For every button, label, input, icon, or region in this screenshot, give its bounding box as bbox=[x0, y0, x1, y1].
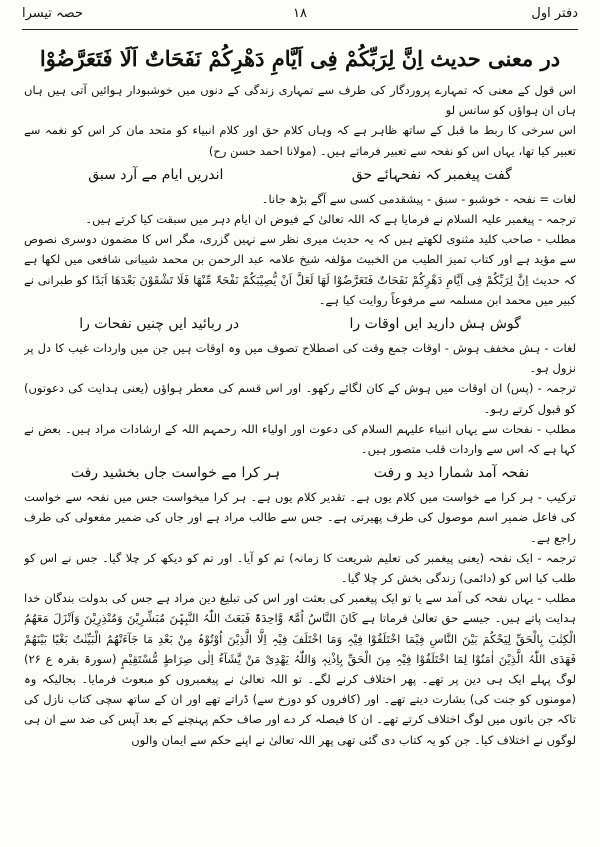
body-paragraph: ترجمہ - (پس) ان اوقات میں ہوش کے کان لگائے رکھو۔ اور اس قسم کی معطر ہواؤں (یعنی ہدایت کی دعوتوں) کو قبول کرتے رہو۔ bbox=[24, 381, 576, 416]
body-paragraph: مطلب - یہاں نفحہ کی آمد سے یا تو ایک پیغمبر کی بعثت اور اس کی تبلیغ دین مراد ہے جس کی بدولت بندگان خدا ہدایت پاتے ہیں۔ جیسے حق تعالیٰ فرماتا ہے کَانَ النَّاسُ اُمَّۃً وَّاحِدَۃً فَبَعَثَ اللّٰہُ النَّبِیّٖنَ مُبَشِّرِیْنَ وَمُنْذِرِیْنَ وَاَنْزَلَ مَعَھُمُ الْکِتٰبَ بِالْحَقِّ لِیَحْکُمَ بَیْنَ النَّاسِ فِیْمَا اخْتَلَفُوْا فِیْہِ وَمَا اخْتَلَفَ فِیْہِ اِلَّا الَّذِیْنَ اُوْتُوْہُ مِنْ بَعْدِ مَا جَآءَتْھُمُ الْبَیِّنٰتُ بَغْیًا بَیْنَھُمْ فَھَدَی اللّٰہُ الَّذِیْنَ اٰمَنُوْا لِمَا اخْتَلَفُوْا فِیْہِ مِنَ الْحَقِّ بِاِذْنِہٖ وَاللّٰہُ یَھْدِیْ مَنْ یَّشَآءُ اِلٰی صِرَاطٍ مُّسْتَقِیْمٍ (سورۃ بقرہ ع ۲۶) لوگ پہلے ایک ہی دین پر تھے۔ پھر اختلاف کرنے لگے۔ تو اللہ تعالیٰ نے پیغمبروں کو مبعوث فرمایا۔ بجالیکہ وہ (مومنوں کو جنت کی) بشارت دیتے تھے۔ اور (کافروں کو دوزخ سے) ڈراتے تھے اور ان کے ساتھ سچی کتاب نازل کی تاکہ جن باتوں میں لوگ اختلاف کرتے تھے۔ ان کا فیصلہ کر دے اور صاف حکم پہنچنے کے بعد آپس کی ضد سے ان ہی لوگوں نے اختلاف کیا۔ جن کو یہ کتاب دی گئی تھی پھر اللہ تعالیٰ نے اپنے حکم سے ایمان والوں bbox=[24, 591, 576, 747]
body-paragraph: اس سرخی کا ربط ما قبل کے ساتھ ظاہر ہے کہ وہاں کلام حق اور کلام انبیاء کو متحد مان کر اس کو نغمہ سے تعبیر کیا تھا، یہاں اس کو نفحہ سے تعبیر فرماتے ہیں۔ (مولانا احمد حسن رح) bbox=[24, 123, 576, 158]
body-paragraph: ترکیب - ہر کرا مے خواست میں کلام یوں ہے۔ تقدیر کلام یوں ہے۔ ہر کرا میخواست جس میں نفحہ سے خواست کی فاعل ضمیر اسم موصول کی طرف پھیرتی ہے۔ جس سے طالب مراد ہے اور جاں کی ضمیر مفعولی کی طرف راجع ہے۔ bbox=[24, 490, 576, 545]
header-volume: دفتر اول bbox=[531, 6, 578, 21]
body-paragraph: ترجمہ - ایک نفحہ (یعنی پیغمبر کی تعلیم شریعت کا زمانہ) تم کو آیا۔ اور تم کو دیکھ کر چلا گیا۔ جس نے اس کو طلب کیا اس کو (دائمی) زندگی بخش کر چلا گیا۔ bbox=[24, 550, 576, 586]
verse-first-hemistich: نفحہ آمد شمارا دید و رفت bbox=[373, 465, 530, 482]
verse-first-hemistich: گفت پیغمبر کہ نفحہائے حق bbox=[351, 166, 512, 183]
verse-couplet bbox=[24, 162, 576, 188]
page-header bbox=[22, 6, 578, 28]
verse-couplet bbox=[24, 311, 576, 337]
verse-second-hemistich: در ربائید ایں چنیں نفحات را bbox=[79, 316, 240, 333]
body-paragraph: لغات = نفحہ - خوشبو - سبق - پیشقدمی کسی سے آگے بڑھ جانا۔ bbox=[261, 191, 576, 206]
verse-first-hemistich: گوش ہش دارید ایں اوقات را bbox=[349, 316, 521, 333]
verse-couplet bbox=[24, 460, 576, 486]
body-paragraph: لغات - ہش مخفف ہوش - اوقات جمع وقت کی اصطلاح تصوف میں وہ اوقات ہیں جن میں واردات غیب کا دل پر نزول ہو۔ bbox=[24, 341, 576, 376]
body-paragraph: اس قول کے معنی کہ تمہارے پروردگار کی طرف سے تمہاری زندگی کے دنوں میں خوشبودار ہوائیں آتی ہیں ہاں ہاں ان ہواؤں کو سانس لو bbox=[24, 83, 576, 118]
body-paragraph: مطلب - نفحات سے یہاں انبیاء علیہم السلام کی دعوت اور اولیاء اللہ رحمہم اللہ کے ارشادات مراد ہیں۔ بعض نے کہا ہے کہ اس سے واردات قلب متصور ہیں۔ bbox=[24, 421, 576, 457]
page-body bbox=[24, 80, 576, 841]
header-part: حصہ تیسرا bbox=[22, 6, 83, 21]
verse-second-hemistich: اندریں ایام مے آرد سبق bbox=[88, 166, 224, 183]
body-paragraph: مطلب - صاحب کلید مثنوی لکھتے ہیں کہ یہ حدیث میری نظر سے نہیں گزری، مگر اس کا مضمون دوسری نصوص سے مؤید ہے اور کتاب تمیز الطیب من الخبیث مؤلفہ شیخ علامہ عبد الرحمن بن محمد شیبانی شافعی میں لکھا ہے کہ حدیث اِنَّ لِرَبِّکُمْ فِی اَیَّامِ دَھْرِکُمْ نَفَحَاتٌ فَتَعَرَّضُوْا لَھَا لَعَلَّ اَنْ یُّصِیْبَکُمْ نَفْحَۃٌ مِّنْھَا فَلَا تَشْقَوْنَ بَعْدَھَا اَبَدًا کو طبرانی نے کبیر میں محمد ابن مسلمہ سے مرفوعاً روایت کیا ہے۔ bbox=[24, 232, 576, 307]
page-number: ۱۸ bbox=[293, 6, 307, 21]
header-rule bbox=[22, 29, 578, 30]
body-paragraph: ترجمہ - پیغمبر علیہ السلام نے فرمایا ہے کہ اللہ تعالیٰ کے فیوض ان ایام دہر میں سبقت کیا کرتے ہیں۔ bbox=[85, 212, 576, 227]
verse-second-hemistich: ہر کرا مے خواست جاں بخشید رفت bbox=[70, 465, 281, 482]
section-title: در معنی حدیث اِنَّ لِرَبِّکُمْ فِی اَیَّامِ دَھْرِکُمْ نَفَحَاتٌ اَلَا فَتَعَرَّضُوْا bbox=[39, 46, 561, 71]
